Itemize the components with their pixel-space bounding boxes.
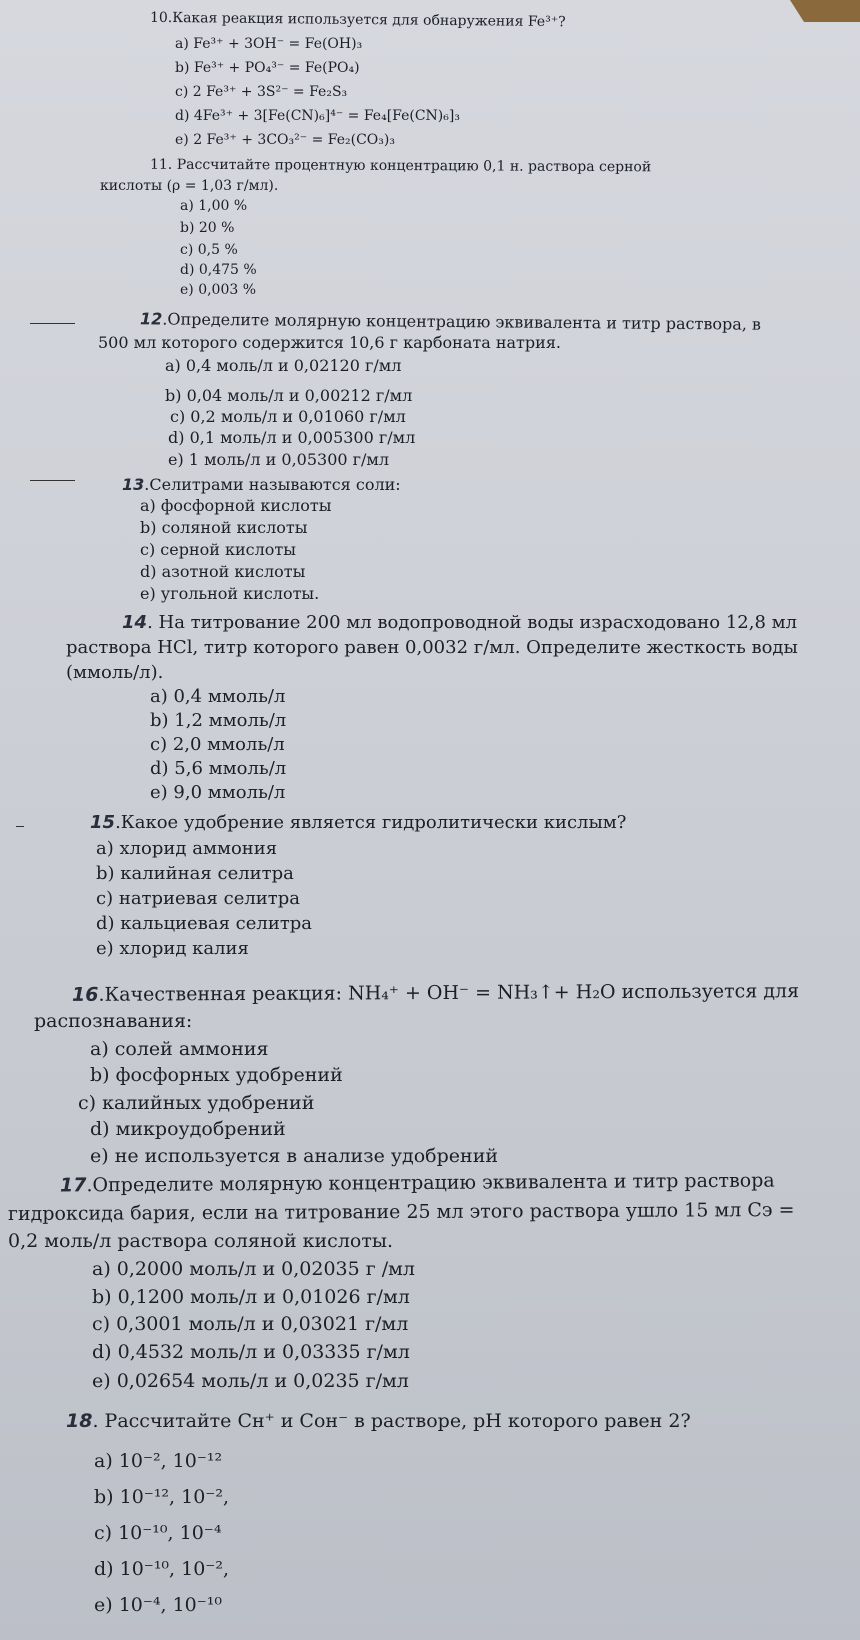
question-18-stem: 18. Рассчитайте Cн⁺ и Cон⁻ в растворе, pH которого равен 2? — [66, 1410, 691, 1432]
question-15-stem: 15.Какое удобрение является гидролитически кислым? — [90, 812, 627, 833]
question-16-stem-line-2: распознавания: — [34, 1010, 193, 1032]
question-18-option-d: d) 10⁻¹⁰, 10⁻², — [94, 1558, 229, 1580]
question-13-option-e: e) угольной кислоты. — [140, 584, 320, 603]
question-18-option-a: a) 10⁻², 10⁻¹² — [94, 1450, 223, 1472]
question-18-option-c: c) 10⁻¹⁰, 10⁻⁴ — [94, 1522, 222, 1544]
question-12-option-e: e) 1 моль/л и 0,05300 г/мл — [168, 450, 390, 469]
question-17-stem-line-3: 0,2 моль/л раствора соляной кислоты. — [8, 1230, 394, 1252]
question-10-option-b: b) Fe³⁺ + PO₄³⁻ = Fe(PO₄) — [175, 60, 360, 76]
question-14-option-d: d) 5,6 ммоль/л — [150, 758, 287, 779]
question-13-option-c: c) серной кислоты — [140, 540, 297, 559]
question-15-option-b: b) калийная селитра — [96, 863, 294, 884]
question-14-option-a: a) 0,4 ммоль/л — [150, 686, 286, 707]
question-15-option-a: a) хлорид аммония — [96, 838, 278, 859]
question-13-option-a: a) фосфорной кислоты — [140, 496, 332, 515]
question-18-option-b: b) 10⁻¹², 10⁻², — [94, 1486, 229, 1508]
question-12-stem-line-2: 500 мл которого содержится 10,6 г карбоната натрия. — [98, 333, 561, 352]
question-17-option-b: b) 0,1200 моль/л и 0,01026 г/мл — [92, 1286, 410, 1308]
question-15-option-e: e) хлорид калия — [96, 938, 249, 959]
question-10-option-c: c) 2 Fe³⁺ + 3S²⁻ = Fe₂S₃ — [175, 84, 348, 100]
question-18-option-e: e) 10⁻⁴, 10⁻¹⁰ — [94, 1594, 223, 1616]
table-corner — [790, 0, 860, 22]
margin-dash-15 — [16, 826, 24, 827]
question-11-stem-line-1: 11. Рассчитайте процентную концентрацию 0,1 н. раствора серной — [149, 156, 652, 176]
question-17-option-c: c) 0,3001 моль/л и 0,03021 г/мл — [92, 1313, 409, 1335]
question-10-option-d: d) 4Fe³⁺ + 3[Fe(CN)₆]⁴⁻ = Fe₄[Fe(CN)₆]₃ — [175, 108, 460, 124]
question-14-option-b: b) 1,2 ммоль/л — [150, 710, 287, 731]
question-14-option-c: c) 2,0 ммоль/л — [150, 734, 285, 755]
question-16-option-c: c) калийных удобрений — [78, 1092, 315, 1114]
question-10-option-e: e) 2 Fe³⁺ + 3CO₃²⁻ = Fe₂(CO₃)₃ — [175, 132, 395, 148]
question-12-option-d: d) 0,1 моль/л и 0,005300 г/мл — [168, 428, 416, 447]
question-11-option-c: c) 0,5 % — [180, 242, 238, 258]
margin-dash-13 — [30, 480, 75, 481]
question-16-option-d: d) микроудобрений — [90, 1118, 286, 1140]
question-11-option-e: e) 0,003 % — [180, 282, 257, 298]
question-13-stem: 13.Селитрами называются соли: — [122, 475, 401, 494]
question-12-option-a: a) 0,4 моль/л и 0,02120 г/мл — [165, 356, 402, 375]
question-16-stem-line-1: 16.Качественная реакция: NH₄⁺ + OH⁻ = NH₃↑+ H₂O используется для — [71, 980, 800, 1006]
question-12-option-b: b) 0,04 моль/л и 0,00212 г/мл — [165, 386, 413, 405]
question-17-option-e: e) 0,02654 моль/л и 0,0235 г/мл — [92, 1370, 409, 1392]
question-16-option-b: b) фосфорных удобрений — [90, 1064, 343, 1086]
margin-dash-12 — [30, 323, 75, 324]
question-17-stem-line-1: 17.Определите молярную концентрацию эквивалента и титр раствора — [59, 1169, 775, 1197]
question-11-option-d: d) 0,475 % — [180, 262, 257, 278]
question-10-stem: 10.Какая реакция используется для обнаружения Fe³⁺? — [149, 9, 566, 31]
question-14-stem-line-1: 14. На титрование 200 мл водопроводной воды израсходовано 12,8 мл — [122, 612, 798, 633]
question-13-option-b: b) соляной кислоты — [140, 518, 308, 537]
question-11-option-a: a) 1,00 % — [180, 198, 248, 214]
question-14-stem-line-3: (ммоль/л). — [66, 662, 164, 683]
question-14-option-e: e) 9,0 ммоль/л — [150, 782, 286, 803]
question-15-option-d: d) кальциевая селитра — [96, 913, 313, 934]
question-17-option-a: a) 0,2000 моль/л и 0,02035 г /мл — [92, 1258, 415, 1280]
question-17-stem-line-2: гидроксида бария, если на титрование 25 мл этого раствора ушло 15 мл Cэ = — [7, 1198, 795, 1226]
question-14-stem-line-2: раствора HCl, титр которого равен 0,0032 г/мл. Определите жесткость воды — [66, 637, 798, 658]
question-17-option-d: d) 0,4532 моль/л и 0,03335 г/мл — [92, 1341, 410, 1363]
question-13-option-d: d) азотной кислоты — [140, 562, 306, 581]
question-12-stem-line-1: 12.Определите молярную концентрацию эквивалента и титр раствора, в — [139, 309, 762, 334]
question-11-option-b: b) 20 % — [180, 220, 235, 236]
question-16-option-a: a) солей аммония — [90, 1038, 269, 1060]
question-16-option-e: e) не используется в анализе удобрений — [90, 1145, 499, 1167]
question-10-option-a: a) Fe³⁺ + 3OH⁻ = Fe(OH)₃ — [175, 36, 363, 52]
question-11-stem-line-2: кислоты (ρ = 1,03 г/мл). — [100, 178, 279, 194]
question-15-option-c: c) натриевая селитра — [96, 888, 301, 909]
question-12-option-c: c) 0,2 моль/л и 0,01060 г/мл — [170, 407, 406, 426]
